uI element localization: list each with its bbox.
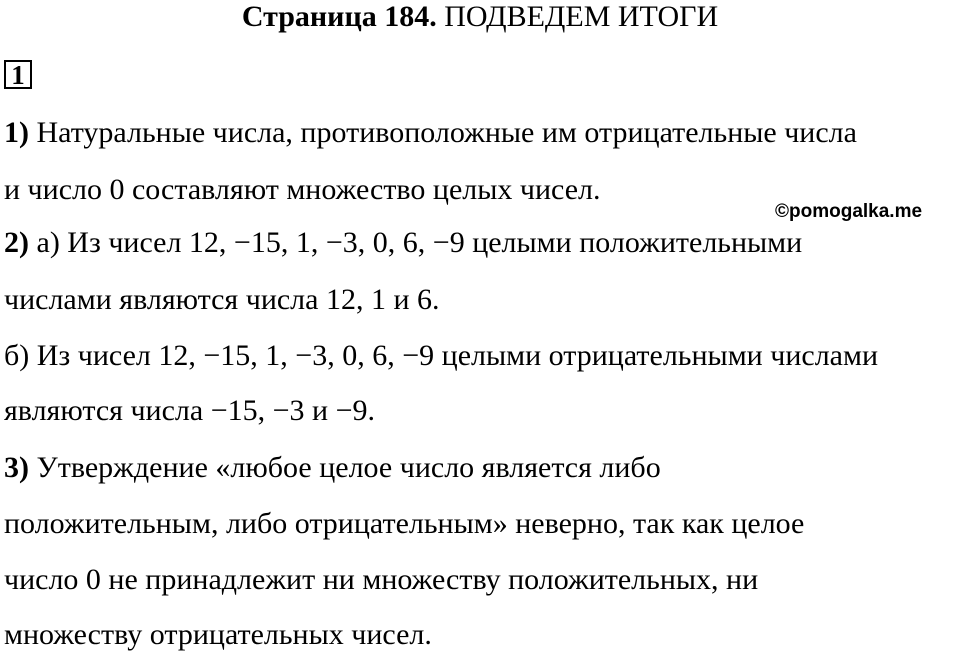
- task-number-box: 1: [4, 60, 32, 89]
- page-title: [0, 0, 960, 34]
- answer-3-text-1: Утверждение «любое целое число является либо: [36, 451, 661, 484]
- answer-2a-line-2: числами являются числа 12, 1 и 6.: [4, 283, 440, 316]
- answer-1-line-2: и число 0 составляют множество целых чисел.: [4, 173, 601, 206]
- answer-2-label: 2): [4, 226, 29, 259]
- answer-1-label: 1): [4, 116, 29, 149]
- watermark: ©pomogalka.me: [775, 201, 923, 222]
- answer-3-line-3: число 0 не принадлежит ни множеству положительных, ни: [4, 563, 759, 596]
- answer-3-line-1: [4, 451, 661, 485]
- answer-2b-line-2: являются числа −15, −3 и −9.: [4, 394, 376, 427]
- page-title-text: ПОДВЕДЕМ ИТОГИ: [444, 0, 719, 33]
- answer-2a-line-1: [4, 226, 802, 260]
- answer-3-line-4: множеству отрицательных чисел.: [4, 618, 432, 651]
- answer-2a-text-1: а) Из чисел 12, −15, 1, −3, 0, 6, −9 целыми положительными: [36, 226, 803, 259]
- answer-1-line-1: [4, 116, 857, 150]
- answer-3-line-2: положительным, либо отрицательным» неверно, так как целое: [4, 507, 805, 540]
- answer-3-label: 3): [4, 451, 29, 484]
- page-title-number: Страница 184.: [241, 0, 437, 33]
- answer-1-text-1: Натуральные числа, противоположные им отрицательные числа: [36, 116, 857, 149]
- answer-2b-line-1: б) Из чисел 12, −15, 1, −3, 0, 6, −9 целыми отрицательными числами: [4, 339, 879, 372]
